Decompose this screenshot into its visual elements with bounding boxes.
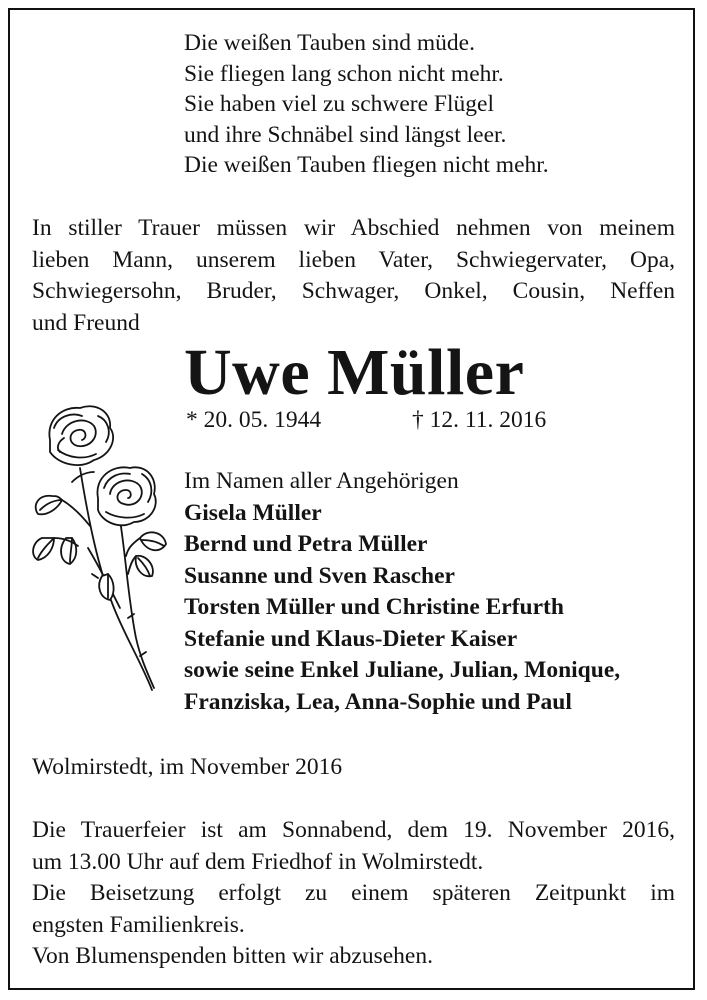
rose-icon [28,398,168,698]
notes-line: engsten Familienkreis. [32,911,245,938]
poem [184,28,549,181]
family-member: Gisela Müller [184,499,322,526]
intro-line: und Freund [32,309,140,336]
poem-line: Die weißen Tauben fliegen nicht mehr. [184,152,549,178]
family-member: Franziska, Lea, Anna-Sophie und Paul [184,688,572,715]
family-signature [184,466,620,718]
poem-line: und ihre Schnäbel sind längst leer. [184,121,507,148]
notes-line: Die Trauerfeier ist am Sonnabend, dem 19. November 2016, [32,817,675,843]
intro-line: lieben Mann, unserem lieben Vater, Schwiegervater, Opa, [32,246,675,273]
intro-text [32,213,675,339]
notes-line: um 13.00 Uhr auf dem Friedhof in Wolmirstedt. [32,848,484,875]
family-member: sowie seine Enkel Juliane, Julian, Monique, [184,657,621,683]
family-member: Stefanie und Klaus-Dieter Kaiser [184,625,518,652]
funeral-notes [32,815,675,973]
death-date: † 12. 11. 2016 [412,407,547,433]
birth-date: * 20. 05. 1944 [186,407,322,433]
notes-line: Die Beisetzung erfolgt zu einem späteren Zeitpunkt im [32,880,675,906]
deceased-name: Uwe Müller [184,336,525,409]
intro-line: In stiller Trauer müssen wir Abschied nehmen von meinem [32,215,675,241]
family-member: Bernd und Petra Müller [184,531,428,557]
family-intro: Im Namen aller Angehörigen [184,468,459,494]
intro-line: Schwiegersohn, Bruder, Schwager, Onkel, Cousin, Neffen [32,278,675,304]
poem-line: Sie haben viel zu schwere Flügel [184,91,494,117]
life-dates [186,406,547,434]
family-member: Torsten Müller und Christine Erfurth [184,594,564,620]
family-member: Susanne und Sven Rascher [184,562,455,589]
poem-line: Die weißen Tauben sind müde. [184,30,475,56]
notes-line: Von Blumenspenden bitten wir abzusehen. [32,943,433,969]
place-date: Wolmirstedt, im November 2016 [32,754,343,780]
poem-line: Sie fliegen lang schon nicht mehr. [184,60,504,87]
